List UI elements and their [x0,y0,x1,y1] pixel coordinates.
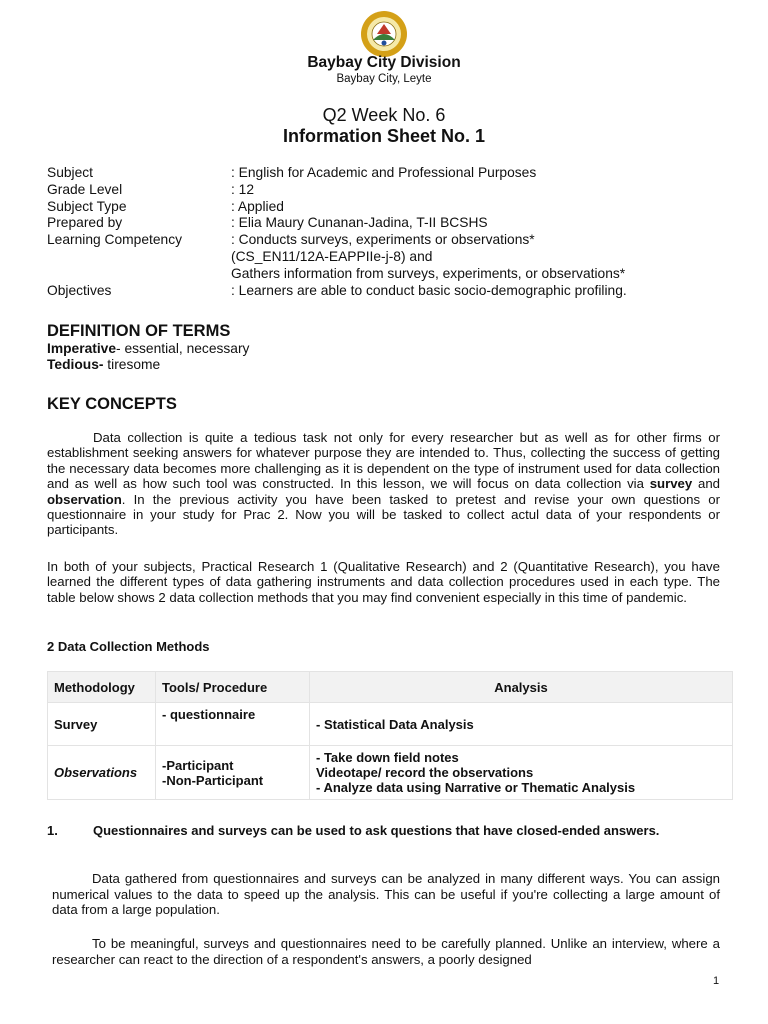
info-value: : Learners are able to conduct basic socio-demographic profiling. [231,282,627,298]
page-number: 1 [713,975,720,987]
info-row [47,232,731,249]
analysis-item: - Analyze data using Narrative or Thematic Analysis [316,780,636,795]
table-header-row [48,672,733,703]
definition-item [47,357,160,372]
info-value: : Elia Maury Cunanan-Jadina, T-II BCSHS [231,215,488,231]
term-meaning: - essential, necessary [116,341,250,356]
info-key: Objectives [47,282,112,298]
info-value: : Applied [231,198,284,214]
info-key: Subject [47,165,94,180]
method-cell: Survey [48,703,156,746]
info-row [47,165,731,182]
tool-item: -Participant [162,757,234,773]
analysis-item: Videotape/ record the observations [316,765,534,780]
info-row [47,283,731,300]
tool-item: -Non-Participant [162,772,264,788]
section-paragraph: Data gathered from questionnaires and surveys can be analyzed in many different ways. You can assign numerical values to the data to speed up the analysis. This can be useful if you're collecting a large amount of data from a large population. [52,871,720,918]
term-meaning: tiresome [103,357,161,372]
tool-item: - questionnaire [162,707,256,722]
info-block [47,165,731,299]
info-value: Gathers information from surveys, experiments, or observations* [231,265,626,281]
info-key: Learning Competency [47,232,182,248]
analysis-item: - Take down field notes [316,750,459,765]
analysis-cell [310,746,733,800]
week-title: Q2 Week No. 6 [322,105,446,125]
info-row [47,266,731,283]
info-key [47,249,231,266]
info-row [47,182,731,199]
text: . In the previous activity you have been tasked to pretest and revise your own questions or questionnaire in your study for Prac 2. Now you will be tasked to collect actul data of your respondents or participants. [47,491,720,538]
emphasis: survey [649,476,693,492]
method-cell: Observations [48,746,156,800]
methods-heading: 2 Data Collection Methods [47,639,210,654]
text: and [692,476,720,492]
key-concepts-heading: KEY CONCEPTS [47,395,177,413]
section-number: 1. [47,823,58,838]
info-key: Prepared by [47,215,123,231]
column-header: Methodology [48,672,156,703]
info-value: (CS_EN11/12A-EAPPIIe-j-8) and [231,248,433,264]
info-value: : English for Academic and Professional Purposes [231,165,537,180]
info-key: Subject Type [47,198,127,214]
column-header: Analysis [310,672,733,703]
table-row [48,746,733,800]
section-title: Questionnaires and surveys can be used to ask questions that have closed-ended answers. [93,823,660,838]
data-collection-methods-table [47,671,733,800]
info-key [47,266,231,283]
org-location: Baybay City, Leyte [336,73,432,85]
key-concepts-paragraph [47,430,720,538]
sheet-title: Information Sheet No. 1 [282,126,486,146]
key-concepts-paragraph-2: In both of your subjects, Practical Research 1 (Qualitative Research) and 2 (Quantitative Research), you have learned the different types of data gathering instruments and data collection procedures used in each type. The table below shows 2 data collection methods that you may find convenient especially in this time of pandemic. [47,559,720,605]
analysis-cell [310,703,733,746]
term: Imperative [47,341,117,356]
text: Data collection is quite a tedious task not only for every researcher but as well as for other firms or establishment seeking answers for whatever purpose they are intended to. Thus, collecting the success of getting the necessary data becomes more challenging as it is dependent on the type of instrument used for data collection and as well as how such tool was constructed. In this lesson, we will focus on data collection via [47,430,720,492]
division-seal-logo [359,10,409,58]
info-value: : Conducts surveys, experiments or observations* [231,232,535,248]
section-paragraph: To be meaningful, surveys and questionnaires need to be carefully planned. Unlike an interview, where a researcher can react to the direction of a respondent's answers, a poorly designed [52,936,720,967]
definitions-heading: DEFINITION OF TERMS [47,322,231,340]
info-row [47,199,731,216]
info-row [47,215,731,232]
tools-cell [156,746,310,800]
tools-cell [156,703,310,746]
info-key: Grade Level [47,181,123,197]
info-row [47,249,731,266]
table-row [48,703,733,746]
emphasis: observation [47,491,122,507]
column-header: Tools/ Procedure [156,672,310,703]
definition-item [47,341,249,356]
analysis-item: - Statistical Data Analysis [316,716,474,732]
info-value: : 12 [231,181,255,197]
term: Tedious- [47,357,104,372]
org-name: Baybay City Division [307,54,461,71]
